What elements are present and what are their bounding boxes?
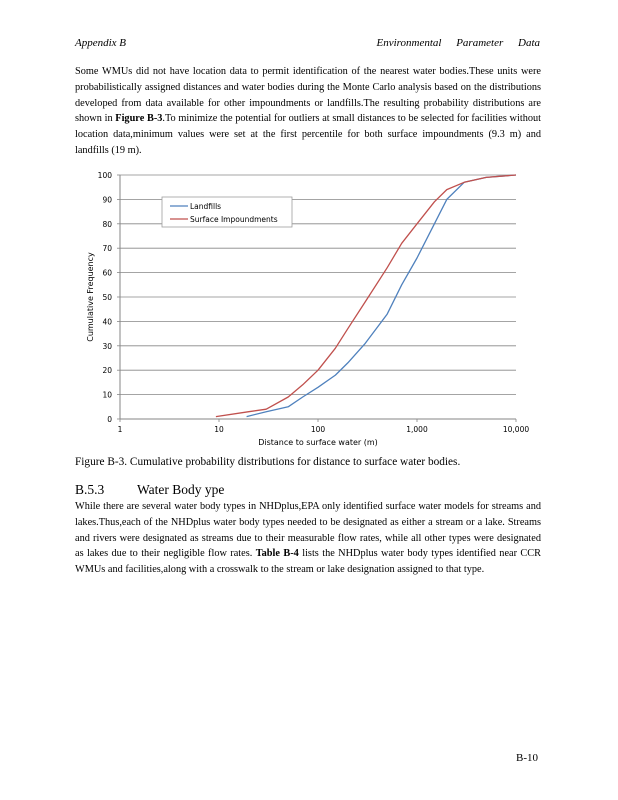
water-body-paragraph [75, 499, 541, 578]
y-tick-label: 80 [102, 219, 112, 229]
y-tick-label: 30 [102, 341, 112, 351]
y-tick-label: 100 [97, 171, 112, 180]
section-heading [75, 482, 224, 498]
y-tick-label: 40 [102, 317, 112, 327]
figure-caption: Figure B-3. Cumulative probability distributions for distance to surface water bodies. [75, 456, 461, 468]
running-header-left: Appendix B [75, 37, 127, 49]
y-axis-title: Cumulative Frequency [86, 252, 95, 342]
cumulative-frequency-chart [84, 167, 544, 449]
chart-background [84, 167, 544, 449]
section-number: B.5.3 [75, 482, 105, 497]
table-reference: Table B-4 [255, 548, 299, 560]
x-tick-label: 1,000 [406, 425, 428, 434]
legend-label-landfills: Landfills [190, 202, 222, 211]
legend [162, 197, 292, 227]
x-tick-label: 1 [117, 425, 123, 434]
y-tick-label: 10 [102, 390, 112, 400]
paragraph-text: .To minimize the potential for outliers at small distances to be selected for facilities without location data,minimum values were set at the first percentile for both surface impoundments (9.3 m) and landfills (19 m). [75, 113, 542, 156]
x-tick-label: 10 [214, 425, 224, 434]
y-tick-label: 0 [107, 415, 112, 424]
paragraph-text: lists the NHDplus water body types identified near CCR WMUs and facilities,along with a crosswalk to the stream or lake designation assigned to that type. [75, 548, 542, 576]
section-title: Water Body ype [137, 482, 225, 497]
x-tick-label: 100 [310, 425, 326, 434]
y-tick-label: 20 [102, 366, 112, 376]
figure-reference: Figure B-3 [115, 113, 163, 125]
page-number: B-10 [516, 752, 538, 764]
legend-label-surface-impoundments: Surface Impoundments [190, 215, 278, 224]
y-tick-label: 90 [102, 195, 112, 205]
x-tick-label: 10,000 [502, 425, 530, 434]
paragraph-text: While there are several water body types in NHDplus,EPA only identified surface water models for streams and lakes.Thus,each of the NHDplus water body types needed to be designated as either a stream or a lake. Streams and rivers were designated as streams due to their measurable flow rates, while all other types were designated as lakes due to their negligible flow rates. [75, 501, 541, 560]
y-tick-label: 60 [102, 268, 112, 278]
y-tick-label: 50 [102, 293, 112, 302]
y-tick-label: 70 [102, 244, 112, 254]
running-header-right: Environmental Parameter Data [376, 37, 540, 49]
x-axis-title: Distance to surface water (m) [258, 438, 378, 447]
paragraph-text: Some WMUs did not have location data to permit identification of the nearest water bodies.These units were probabilistically assigned distances and water bodies during the Monte Carlo analysis based on the distributions developed from data available for other impoundments or landfills.The resulting probability distributions are shown in [75, 66, 541, 125]
intro-paragraph [75, 64, 541, 159]
